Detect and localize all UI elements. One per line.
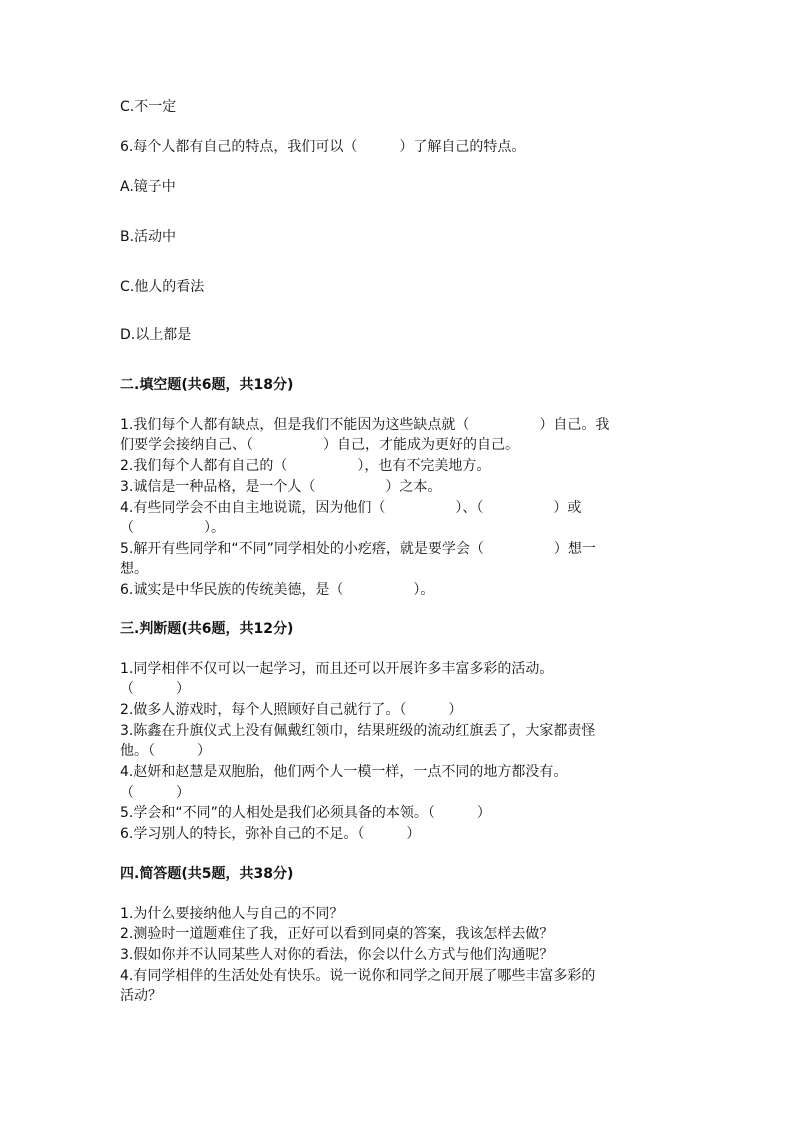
- q6-stem: 6.每个人都有自己的特点，我们可以（ ）了解自己的特点。: [120, 139, 526, 155]
- judge-line: 3.陈鑫在升旗仪式上没有佩戴红领巾，结果班级的流动红旗丢了，大家都责怪: [120, 723, 596, 739]
- fill-line: 1.我们每个人都有缺点，但是我们不能因为这些缺点就（ ）自己。我: [120, 417, 610, 433]
- judge-line: （ ）: [120, 681, 190, 697]
- fill-line: （ ）。: [120, 520, 225, 536]
- judge-line: 4.赵妍和赵慧是双胞胎，他们两个人一模一样，一点不同的地方都没有。: [120, 764, 568, 780]
- q6-option-c: C.他人的看法: [120, 279, 205, 295]
- judge-line: 2.做多人游戏时，每个人照顾好自己就行了。（ ）: [120, 702, 463, 718]
- fill-line: 4.有些同学会不由自主地说谎，因为他们（ ）、（ ）或: [120, 500, 582, 516]
- short-answer-line: 活动？: [120, 988, 162, 1004]
- fill-line: 5.解开有些同学和“不同”同学相处的小疙瘩，就是要学会（ ）想一: [120, 541, 596, 557]
- short-answer-line: 3.假如你并不认同某些人对你的看法，你会以什么方式与他们沟通呢？: [120, 947, 554, 963]
- q5-option-c: C.不一定: [120, 99, 177, 115]
- q6-option-a: A.镜子中: [120, 179, 176, 195]
- judge-line: 1.同学相伴不仅可以一起学习，而且还可以开展许多丰富多彩的活动。: [120, 661, 554, 677]
- judge-line: 6.学习别人的特长，弥补自己的不足。（ ）: [120, 826, 421, 842]
- short-answer-line: 1.为什么要接纳他人与自己的不同？: [120, 906, 344, 922]
- short-answer-section-heading: 四.简答题(共5题，共38分): [120, 866, 294, 882]
- fill-line: 想。: [120, 561, 148, 577]
- q6-option-b: B.活动中: [120, 229, 177, 245]
- fill-section-heading: 二.填空题(共6题，共18分): [120, 377, 294, 393]
- q6-option-d: D.以上都是: [120, 327, 192, 343]
- fill-line: 们要学会接纳自己、（ ）自己，才能成为更好的自己。: [120, 437, 519, 453]
- short-answer-line: 2.测验时一道题难住了我，正好可以看到同桌的答案，我该怎样去做？: [120, 926, 554, 942]
- fill-line: 6.诚实是中华民族的传统美德，是（ ）。: [120, 582, 435, 598]
- judge-line: 他。（ ）: [120, 743, 211, 759]
- judge-line: 5.学会和“不同”的人相处是我们必须具备的本领。（ ）: [120, 805, 491, 821]
- fill-line: 3.诚信是一种品格，是一个人（ ）之本。: [120, 479, 442, 495]
- fill-line: 2.我们每个人都有自己的（ ），也有不完美地方。: [120, 458, 491, 474]
- short-answer-line: 4.有同学相伴的生活处处有快乐。说一说你和同学之间开展了哪些丰富多彩的: [120, 968, 596, 984]
- judge-line: （ ）: [120, 785, 190, 801]
- judge-section-heading: 三.判断题(共6题，共12分): [120, 621, 294, 637]
